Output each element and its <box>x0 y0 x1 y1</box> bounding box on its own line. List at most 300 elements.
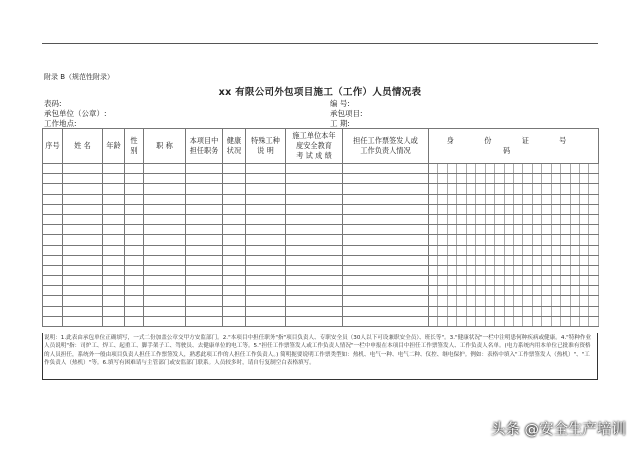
id-digit-cell <box>466 235 475 245</box>
table-cell <box>144 296 186 306</box>
id-digit-cell <box>429 286 438 296</box>
id-digit-cell <box>457 306 466 316</box>
id-digit-cell <box>532 194 541 204</box>
id-digit-cell <box>476 306 485 316</box>
id-digit-cell <box>523 286 532 296</box>
id-digit-cell <box>429 245 438 255</box>
table-cell <box>144 204 186 214</box>
id-digit-cell <box>485 235 494 245</box>
header-position: 本项目中 担任职务 <box>186 129 223 164</box>
id-digit-cell <box>476 225 485 235</box>
table-cell <box>186 174 223 184</box>
table-cell <box>43 265 63 275</box>
table-cell <box>343 316 429 326</box>
id-digit-cell <box>523 316 532 326</box>
id-digit-cell <box>504 184 513 194</box>
id-digit-cell <box>589 235 599 245</box>
id-digit-cell <box>466 316 475 326</box>
table-cell <box>343 214 429 224</box>
id-digit-cell <box>513 265 522 275</box>
id-digit-cell <box>551 276 560 286</box>
table-cell <box>186 204 223 214</box>
id-digit-cell <box>495 225 504 235</box>
id-digit-cell <box>551 225 560 235</box>
table-cell <box>223 194 246 204</box>
id-digit-cell <box>485 184 494 194</box>
table-cell <box>125 286 144 296</box>
table-cell <box>43 306 63 316</box>
table-cell <box>63 276 103 286</box>
table-cell <box>144 184 186 194</box>
table-cell <box>103 235 125 245</box>
table-row <box>43 265 599 275</box>
contractor-label: 承包单位（公章）: <box>44 109 107 118</box>
id-digit-cell <box>532 276 541 286</box>
id-digit-cell <box>438 235 447 245</box>
id-digit-cell <box>523 214 532 224</box>
table-row <box>43 235 599 245</box>
id-digit-cell <box>447 316 456 326</box>
id-digit-cell <box>504 164 513 174</box>
id-digit-cell <box>513 255 522 265</box>
id-digit-cell <box>542 194 551 204</box>
table-cell <box>144 255 186 265</box>
id-digit-cell <box>495 306 504 316</box>
id-digit-cell <box>551 184 560 194</box>
id-digit-cell <box>447 265 456 275</box>
id-digit-cell <box>570 255 579 265</box>
table-cell <box>103 214 125 224</box>
id-digit-cell <box>495 286 504 296</box>
table-cell <box>63 184 103 194</box>
id-digit-cell <box>589 204 599 214</box>
work-site-label: 工作地点: <box>44 119 77 128</box>
id-digit-cell <box>438 265 447 275</box>
id-digit-cell <box>457 235 466 245</box>
id-digit-cell <box>523 204 532 214</box>
id-digit-cell <box>504 174 513 184</box>
table-cell <box>186 225 223 235</box>
id-digit-cell <box>561 306 570 316</box>
table-cell <box>103 265 125 275</box>
id-digit-cell <box>438 286 447 296</box>
id-digit-cell <box>570 276 579 286</box>
id-digit-cell <box>447 194 456 204</box>
personnel-table <box>42 128 599 327</box>
id-digit-cell <box>561 174 570 184</box>
id-digit-cell <box>457 164 466 174</box>
table-cell <box>223 184 246 194</box>
id-digit-cell <box>476 316 485 326</box>
id-digit-cell <box>570 204 579 214</box>
id-digit-cell <box>523 255 532 265</box>
id-digit-cell <box>447 276 456 286</box>
id-digit-cell <box>580 245 589 255</box>
id-digit-cell <box>447 296 456 306</box>
id-digit-cell <box>542 214 551 224</box>
id-digit-cell <box>580 316 589 326</box>
id-digit-cell <box>551 286 560 296</box>
id-digit-cell <box>457 276 466 286</box>
id-digit-cell <box>447 245 456 255</box>
id-digit-cell <box>438 245 447 255</box>
id-digit-cell <box>429 225 438 235</box>
table-cell <box>43 184 63 194</box>
table-cell <box>343 296 429 306</box>
id-digit-cell <box>523 164 532 174</box>
id-digit-cell <box>485 214 494 224</box>
id-digit-cell <box>504 276 513 286</box>
id-digit-cell <box>495 184 504 194</box>
id-digit-cell <box>532 286 541 296</box>
id-digit-cell <box>580 286 589 296</box>
table-cell <box>246 164 286 174</box>
table-cell <box>125 184 144 194</box>
id-digit-cell <box>589 276 599 286</box>
id-digit-cell <box>438 184 447 194</box>
id-digit-cell <box>476 164 485 174</box>
id-digit-cell <box>580 194 589 204</box>
table-cell <box>125 225 144 235</box>
id-digit-cell <box>495 164 504 174</box>
id-digit-cell <box>447 225 456 235</box>
table-cell <box>125 204 144 214</box>
id-digit-cell <box>476 255 485 265</box>
table-cell <box>343 204 429 214</box>
table-cell <box>246 235 286 245</box>
id-digit-cell <box>580 276 589 286</box>
id-digit-cell <box>495 204 504 214</box>
id-digit-cell <box>523 265 532 275</box>
table-cell <box>286 214 343 224</box>
table-cell <box>223 245 246 255</box>
table-cell <box>63 245 103 255</box>
header-health: 健康 状况 <box>223 129 246 164</box>
id-digit-cell <box>457 184 466 194</box>
table-cell <box>125 306 144 316</box>
id-digit-cell <box>532 214 541 224</box>
id-digit-cell <box>504 265 513 275</box>
table-cell <box>343 245 429 255</box>
table-cell <box>43 255 63 265</box>
id-digit-cell <box>438 225 447 235</box>
table-row <box>43 306 599 316</box>
id-digit-cell <box>504 296 513 306</box>
table-cell <box>286 276 343 286</box>
id-digit-cell <box>447 255 456 265</box>
table-cell <box>246 286 286 296</box>
id-digit-cell <box>466 276 475 286</box>
table-cell <box>186 194 223 204</box>
id-digit-cell <box>589 174 599 184</box>
id-digit-cell <box>551 306 560 316</box>
id-digit-cell <box>589 194 599 204</box>
table-row <box>43 184 599 194</box>
table-row <box>43 225 599 235</box>
table-cell <box>246 245 286 255</box>
duration-label: 工 期: <box>330 119 350 128</box>
id-digit-cell <box>476 265 485 275</box>
table-cell <box>144 316 186 326</box>
id-digit-cell <box>485 245 494 255</box>
id-digit-cell <box>495 214 504 224</box>
id-digit-cell <box>561 204 570 214</box>
id-digit-cell <box>485 306 494 316</box>
id-digit-cell <box>447 235 456 245</box>
table-cell <box>343 306 429 316</box>
table-cell <box>103 184 125 194</box>
table-row <box>43 296 599 306</box>
id-digit-cell <box>570 184 579 194</box>
id-digit-cell <box>589 225 599 235</box>
id-digit-cell <box>429 265 438 275</box>
id-digit-cell <box>513 194 522 204</box>
id-digit-cell <box>466 164 475 174</box>
id-digit-cell <box>589 214 599 224</box>
id-digit-cell <box>466 286 475 296</box>
id-digit-cell <box>504 225 513 235</box>
table-cell <box>343 174 429 184</box>
header-ticket-role: 担任工作票签发人或 工作负责人情况 <box>343 129 429 164</box>
id-digit-cell <box>551 194 560 204</box>
table-cell <box>63 296 103 306</box>
id-digit-cell <box>542 235 551 245</box>
id-digit-cell <box>429 194 438 204</box>
header-name: 姓 名 <box>63 129 103 164</box>
header-safety-score: 施工单位本年 度安全教育 考 试 成 绩 <box>286 129 343 164</box>
table-cell <box>103 225 125 235</box>
id-digit-cell <box>513 316 522 326</box>
table-cell <box>43 225 63 235</box>
table-cell <box>63 306 103 316</box>
table-cell <box>125 164 144 174</box>
id-digit-cell <box>513 204 522 214</box>
id-digit-cell <box>466 255 475 265</box>
id-digit-cell <box>466 225 475 235</box>
id-digit-cell <box>570 245 579 255</box>
id-digit-cell <box>485 174 494 184</box>
id-digit-cell <box>532 255 541 265</box>
id-digit-cell <box>513 235 522 245</box>
table-cell <box>63 225 103 235</box>
table-cell <box>63 174 103 184</box>
id-digit-cell <box>532 306 541 316</box>
id-digit-cell <box>580 174 589 184</box>
table-cell <box>246 194 286 204</box>
id-digit-cell <box>542 265 551 275</box>
table-cell <box>63 255 103 265</box>
table-cell <box>144 164 186 174</box>
id-digit-cell <box>532 174 541 184</box>
table-cell <box>343 235 429 245</box>
table-row <box>43 194 599 204</box>
table-cell <box>343 265 429 275</box>
table-cell <box>63 214 103 224</box>
table-cell <box>43 204 63 214</box>
table-cell <box>125 316 144 326</box>
table-cell <box>286 204 343 214</box>
table-cell <box>286 225 343 235</box>
id-digit-cell <box>495 255 504 265</box>
table-cell <box>286 174 343 184</box>
id-digit-cell <box>513 184 522 194</box>
id-digit-cell <box>429 306 438 316</box>
id-digit-cell <box>447 184 456 194</box>
table-cell <box>144 225 186 235</box>
id-digit-cell <box>570 316 579 326</box>
id-digit-cell <box>561 286 570 296</box>
id-digit-cell <box>589 306 599 316</box>
id-digit-cell <box>485 316 494 326</box>
table-cell <box>103 245 125 255</box>
id-digit-cell <box>561 184 570 194</box>
id-digit-cell <box>495 174 504 184</box>
table-cell <box>223 214 246 224</box>
id-digit-cell <box>513 225 522 235</box>
id-digit-cell <box>532 235 541 245</box>
id-digit-cell <box>495 235 504 245</box>
id-digit-cell <box>429 235 438 245</box>
table-cell <box>103 255 125 265</box>
table-cell <box>286 265 343 275</box>
id-digit-cell <box>457 214 466 224</box>
table-cell <box>286 194 343 204</box>
id-digit-cell <box>466 296 475 306</box>
table-cell <box>144 286 186 296</box>
id-digit-cell <box>457 225 466 235</box>
id-digit-cell <box>523 245 532 255</box>
id-digit-cell <box>438 214 447 224</box>
table-cell <box>246 214 286 224</box>
id-digit-cell <box>429 276 438 286</box>
table-row <box>43 204 599 214</box>
id-digit-cell <box>504 235 513 245</box>
id-digit-cell <box>466 204 475 214</box>
id-digit-cell <box>561 235 570 245</box>
id-digit-cell <box>466 174 475 184</box>
table-cell <box>186 214 223 224</box>
table-cell <box>63 316 103 326</box>
table-cell <box>103 296 125 306</box>
id-digit-cell <box>457 316 466 326</box>
table-cell <box>186 276 223 286</box>
id-digit-cell <box>447 214 456 224</box>
table-cell <box>343 276 429 286</box>
table-row <box>43 214 599 224</box>
id-digit-cell <box>504 214 513 224</box>
table-cell <box>43 214 63 224</box>
id-digit-cell <box>580 306 589 316</box>
id-digit-cell <box>504 255 513 265</box>
table-cell <box>103 204 125 214</box>
id-digit-cell <box>466 245 475 255</box>
id-digit-cell <box>429 296 438 306</box>
id-digit-cell <box>532 245 541 255</box>
id-digit-cell <box>504 204 513 214</box>
id-digit-cell <box>466 306 475 316</box>
id-digit-cell <box>476 245 485 255</box>
id-digit-cell <box>570 296 579 306</box>
table-cell <box>125 245 144 255</box>
table-cell <box>103 306 125 316</box>
id-digit-cell <box>580 255 589 265</box>
id-digit-cell <box>570 265 579 275</box>
id-digit-cell <box>551 174 560 184</box>
id-digit-cell <box>580 235 589 245</box>
id-digit-cell <box>457 286 466 296</box>
table-cell <box>286 255 343 265</box>
table-cell <box>186 255 223 265</box>
table-cell <box>223 235 246 245</box>
id-digit-cell <box>523 235 532 245</box>
id-digit-cell <box>476 286 485 296</box>
id-digit-cell <box>561 194 570 204</box>
id-digit-cell <box>523 276 532 286</box>
table-cell <box>43 245 63 255</box>
id-digit-cell <box>476 214 485 224</box>
id-digit-cell <box>476 194 485 204</box>
table-cell <box>246 306 286 316</box>
id-digit-cell <box>532 296 541 306</box>
table-cell <box>144 276 186 286</box>
id-digit-cell <box>495 276 504 286</box>
id-digit-cell <box>495 265 504 275</box>
id-digit-cell <box>485 204 494 214</box>
id-digit-cell <box>542 174 551 184</box>
table-cell <box>286 316 343 326</box>
table-cell <box>125 255 144 265</box>
appendix-label: 附录 B（规范性附录） <box>44 73 115 81</box>
id-digit-cell <box>589 245 599 255</box>
id-digit-cell <box>561 265 570 275</box>
id-digit-cell <box>580 184 589 194</box>
id-digit-cell <box>589 184 599 194</box>
id-digit-cell <box>466 214 475 224</box>
id-digit-cell <box>551 296 560 306</box>
id-digit-cell <box>447 204 456 214</box>
table-cell <box>246 204 286 214</box>
table-header-row <box>43 129 599 164</box>
id-digit-cell <box>495 316 504 326</box>
table-cell <box>186 164 223 174</box>
table-cell <box>43 276 63 286</box>
table-cell <box>186 306 223 316</box>
table-cell <box>343 194 429 204</box>
header-age: 年龄 <box>103 129 125 164</box>
table-cell <box>343 184 429 194</box>
table-cell <box>103 194 125 204</box>
table-cell <box>223 286 246 296</box>
id-digit-cell <box>589 265 599 275</box>
id-digit-cell <box>438 296 447 306</box>
id-digit-cell <box>447 286 456 296</box>
id-digit-cell <box>551 316 560 326</box>
id-digit-cell <box>457 245 466 255</box>
table-cell <box>125 174 144 184</box>
id-digit-cell <box>447 164 456 174</box>
table-row <box>43 174 599 184</box>
id-digit-cell <box>570 214 579 224</box>
id-digit-cell <box>580 164 589 174</box>
id-digit-cell <box>532 265 541 275</box>
id-digit-cell <box>485 225 494 235</box>
table-cell <box>125 214 144 224</box>
table-cell <box>223 225 246 235</box>
id-digit-cell <box>476 174 485 184</box>
table-cell <box>144 306 186 316</box>
header-title: 职 称 <box>144 129 186 164</box>
table-cell <box>286 235 343 245</box>
